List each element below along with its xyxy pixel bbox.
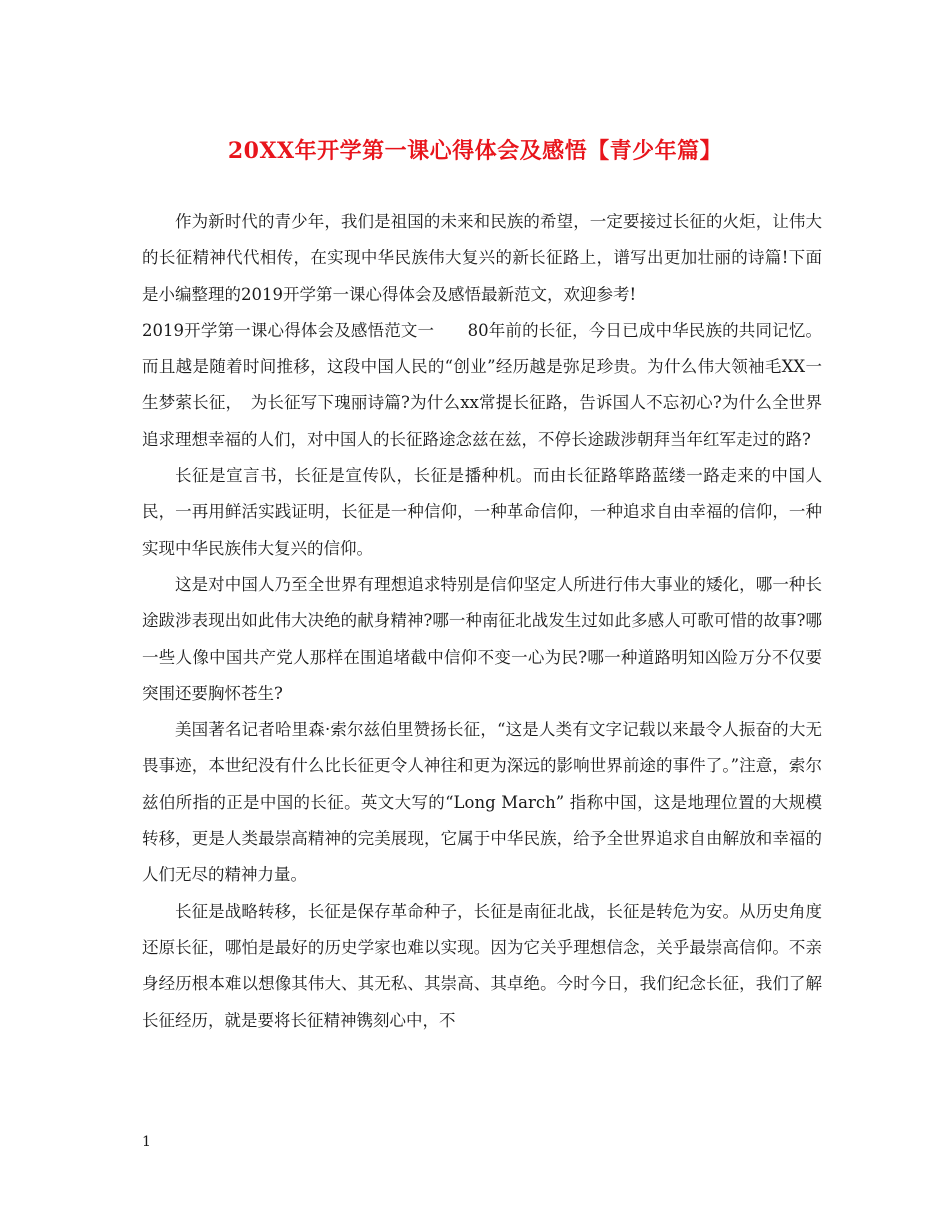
paragraph-intro: 作为新时代的青少年，我们是祖国的未来和民族的希望，一定要接过长征的火炬，让伟大的长征精神代代相传，在实现中华民族伟大复兴的新长征路上，谱写出更加壮丽的诗篇!下面是小编整理的2019开学第一课心得体会及感悟最新范文，欢迎参考! <box>142 212 822 304</box>
paragraph-strategic-transfer: 长征是战略转移，长征是保存革命种子，长征是南征北战，长征是转危为安。从历史角度还原长征，哪怕是最好的历史学家也难以实现。因为它关乎理想信念，关乎最崇高信仰。不亲身经历根本难以想像其伟大、其无私、其崇高、其卓绝。今时今日，我们纪念长征，我们了解长征经历，就是要将长征精神镌刻心中，不 <box>142 901 822 1030</box>
paragraph-questions: 这是对中国人乃至全世界有理想追求特别是信仰坚定人所进行伟大事业的矮化，哪一种长途跋涉表现出如此伟大决绝的献身精神?哪一种南征北战发生过如此多感人可歌可惜的故事?哪一些人像中国共产党人那样在围追堵截中信仰不变一心为民?哪一种道路明知凶险万分不仅要突围还要胸怀苍生? <box>142 574 822 703</box>
document-title: 20XX年开学第一课心得体会及感悟【青少年篇】 <box>227 138 723 164</box>
paragraph-essay-one: 2019开学第一课心得体会及感悟范文一 80年前的长征，今日已成中华民族的共同记忆。而且越是随着时间推移，这段中国人民的“创业”经历越是弥足珍贵。为什么伟大领袖毛XX一生梦萦长征， 为长征写下瑰丽诗篇?为什么xx常提长征路，告诉国人不忘初心?为什么全世界追求理想幸福的人们，对中国人的长征路途念兹在兹，不停长途跋涉朝拜当年红军走过的路? <box>142 320 822 449</box>
paragraph-salisbury-quote: 美国著名记者哈里森·索尔兹伯里赞扬长征，“这是人类有文字记载以来最令人振奋的大无畏事迹，本世纪没有什么比长征更令人神往和更为深远的影响世界前途的事件了。”注意，索尔兹伯所指的正是中国的长征。英文大写的“Long March” 指称中国，这是地理位置的大规模转移，更是人类最崇高精神的完美展现，它属于中华民族，给予全世界追求自由解放和幸福的人们无尽的精神力量。 <box>142 720 822 885</box>
page-number: 1 <box>142 1134 151 1150</box>
document-body <box>142 204 822 1039</box>
paragraph-declaration: 长征是宣言书，长征是宣传队，长征是播种机。而由长征路筚路蓝缕一路走来的中国人民，一再用鲜活实践证明，长征是一种信仰，一种革命信仰，一种追求自由幸福的信仰，一种实现中华民族伟大复兴的信仰。 <box>142 466 822 558</box>
